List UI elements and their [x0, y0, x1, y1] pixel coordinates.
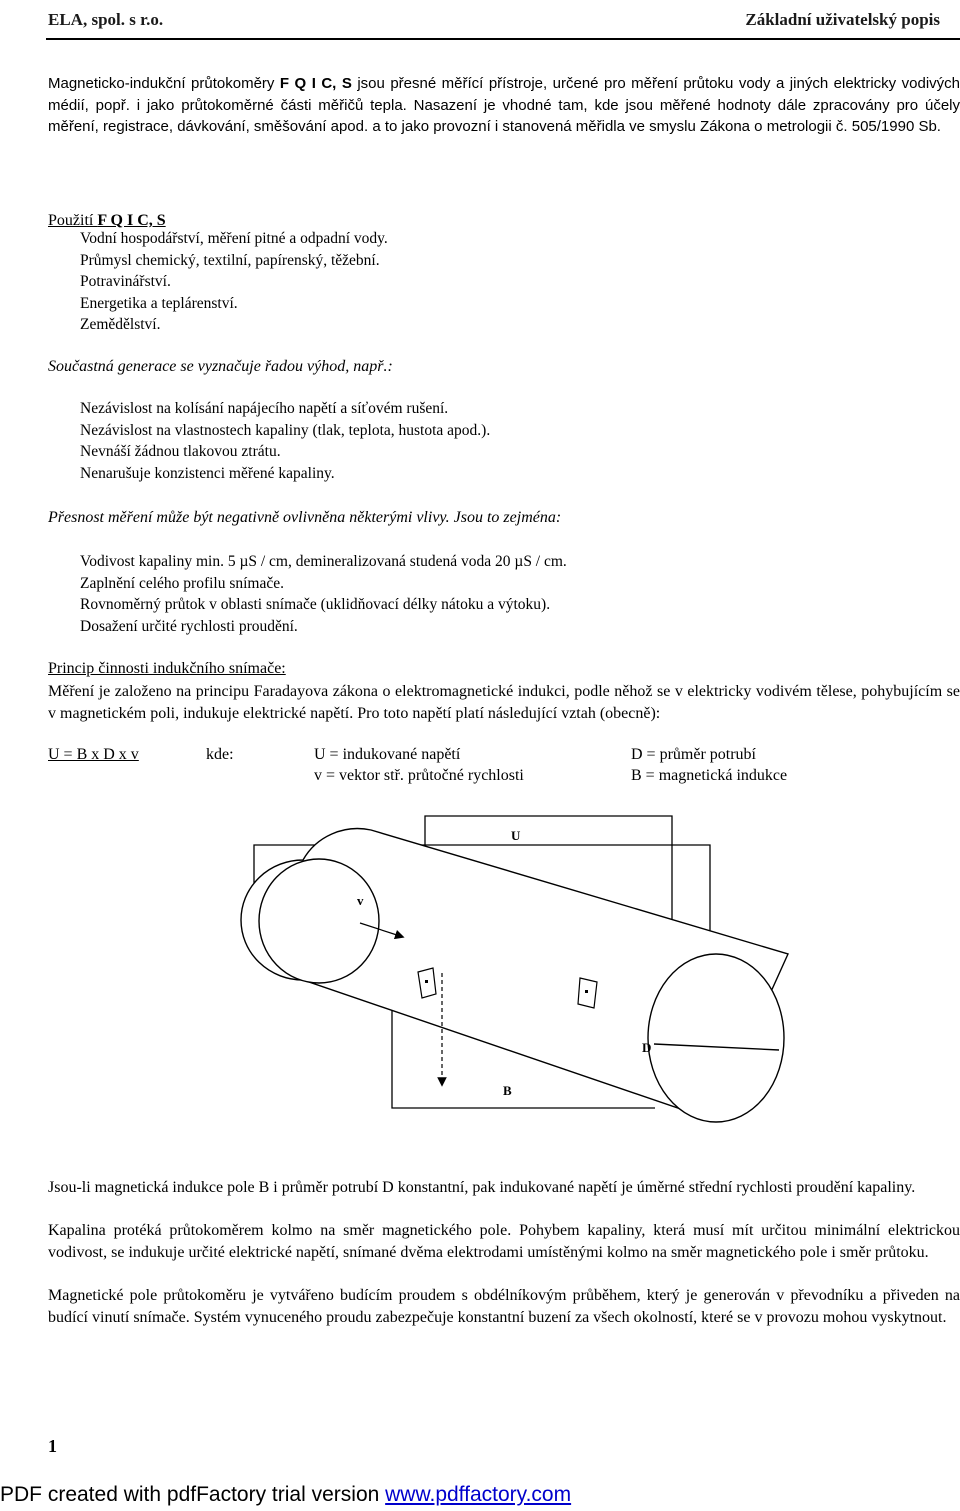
body-paragraph-3: Magnetické pole průtokoměru je vytvářeno budícím proudem s obdélníkovým průběhem, který je generován v převodníku a přiveden na budící vinutí snímače. Systém vynuceného proudu zabezpečuje konstantní buzení za všech okolností, které se v provozu mohou vyskytnout.: [48, 1287, 960, 1326]
accuracy-heading: Přesnost měření může být negativně ovlivněna některými vlivy. Jsou to zejména:: [48, 509, 562, 526]
list-item: Nezávislost na vlastnostech kapaliny (tlak, teplota, hustota apod.).: [80, 421, 491, 439]
definition-b: B = magnetická indukce: [631, 767, 788, 784]
list-item: Rovnoměrný průtok v oblasti snímače (uklidňovací délky nátoku a výtoku).: [80, 596, 551, 613]
list-item: Nevnáší žádnou tlakovou ztrátu.: [80, 443, 281, 460]
list-item: Zemědělství.: [80, 316, 161, 333]
page-number: 1: [48, 1436, 57, 1456]
footer-text: PDF created with pdfFactory trial version: [0, 1483, 386, 1506]
list-item: Dosažení určité rychlosti proudění.: [80, 617, 298, 635]
accuracy-list: [80, 551, 940, 637]
label-v: v: [357, 893, 364, 908]
definition-v: v = vektor stř. průtočné rychlosti: [314, 767, 524, 784]
intro-paragraph: [48, 73, 960, 138]
flowmeter-diagram: [240, 800, 800, 1140]
electrode-right: [578, 978, 597, 1008]
intro-text-start: Magneticko-indukční průtokoměry: [48, 75, 280, 92]
body-paragraph-2: Kapalina protéká průtokoměrem kolmo na směr magnetického pole. Pohybem kapaliny, která musí mít určitou minimální elektrickou vodivost, se indukuje určité elektrické napětí, snímané dvěma elektrodami umístěnými kolmo na směr magnetického pole i směr průtoku.: [48, 1222, 960, 1261]
pipe: [241, 829, 788, 1122]
usage-heading-prefix: Použití: [48, 212, 98, 229]
usage-heading-product: F Q I C, S: [97, 212, 166, 229]
list-item: Vodivost kapaliny min. 5 µS / cm, demineralizovaná studená voda 20 µS / cm.: [80, 553, 567, 570]
definition-u: U = indukované napětí: [314, 746, 461, 763]
body-paragraph-1: Jsou-li magnetická indukce pole B i průměr potrubí D konstantní, pak indukované napětí je úměrné střední rychlosti proudění kapaliny.: [48, 1179, 916, 1196]
list-item: Nezávislost na kolísání napájecího napětí a síťovém rušení.: [80, 400, 449, 417]
advantages-heading: Součastná generace se vyznačuje řadou výhod, např.:: [48, 358, 393, 375]
list-item: Vodní hospodářství, měření pitné a odpadní vody.: [80, 230, 388, 247]
formula-kde: kde:: [206, 746, 234, 763]
list-item: Potravinářství.: [80, 273, 171, 290]
principle-heading: Princip činnosti indukčního snímače:: [48, 660, 286, 677]
label-b: B: [503, 1083, 512, 1098]
intro-text-rest: jsou přesné měřící přístroje, určené pro měření průtoku vody a jiných elektricky vodivých médií, popř. i jako průtokoměrné části měřičů tepla. Nasazení je vhodné tam, kde jsou měřené hodnoty dále zpracovány pro účely měření, registrace, dávkování, směšování apod. a to jako provozní i stanovená měřidla ve smyslu Zákona o metrologii č. 505/1990 Sb.: [48, 75, 960, 135]
formula-equation: U = B x D x v: [48, 746, 139, 763]
list-item: Energetika a teplárenství.: [80, 294, 238, 312]
header-company: ELA, spol. s r.o.: [48, 10, 164, 29]
list-item: Průmysl chemický, textilní, papírenský, těžební.: [80, 251, 380, 269]
list-item: Zaplnění celého profilu snímače.: [80, 574, 285, 592]
label-u: U: [511, 828, 521, 843]
list-item: Nenarušuje konzistenci měřené kapaliny.: [80, 464, 335, 482]
label-d: D: [642, 1040, 652, 1055]
principle-paragraph: Měření je založeno na principu Faradayova zákona o elektromagnetické indukci, podle něhož se v elektricky vodivém tělese, pohybujícím se v magnetickém poli, indukuje elektrické napětí. Pro toto napětí platí následující vztah (obecně):: [48, 683, 960, 722]
footer-link[interactable]: www.pdffactory.com: [385, 1483, 572, 1506]
intro-product-name: F Q I C, S: [279, 75, 352, 92]
advantages-list: [80, 398, 940, 484]
definition-d: D = průměr potrubí: [631, 746, 756, 763]
header-document-title: Základní uživatelský popis: [745, 10, 940, 29]
usage-list: [80, 228, 940, 336]
pdf-footer: [0, 1483, 571, 1507]
header-divider: [46, 38, 960, 40]
